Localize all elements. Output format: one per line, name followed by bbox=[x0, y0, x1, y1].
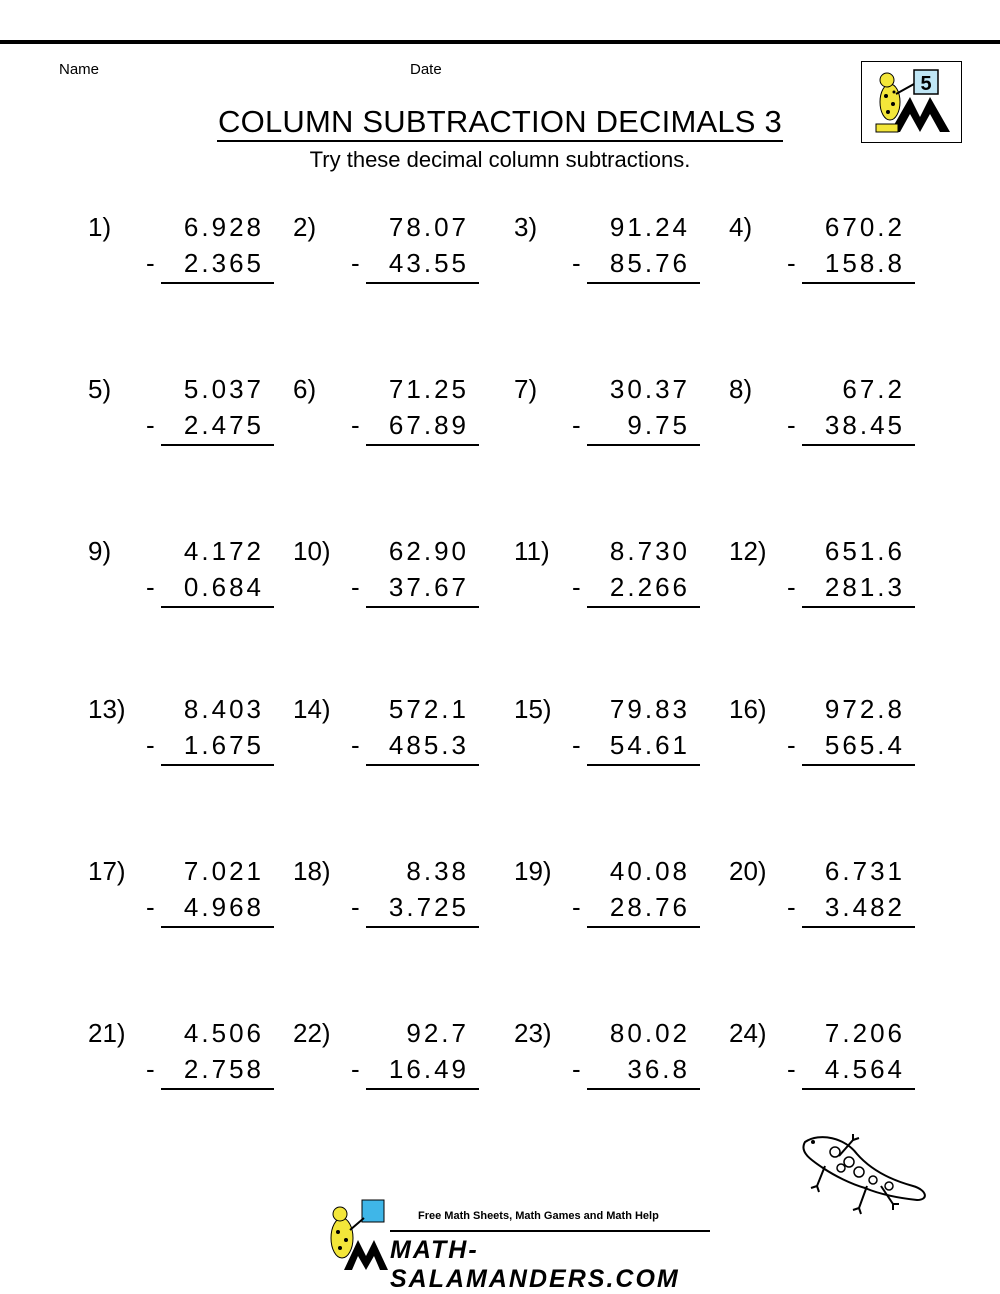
minuend: 8.403 bbox=[183, 694, 264, 724]
subtrahend: 2.758 bbox=[183, 1054, 264, 1084]
minus-sign: - bbox=[351, 248, 360, 278]
worksheet-title: COLUMN SUBTRACTION DECIMALS 3 bbox=[0, 104, 1000, 140]
problem-7 bbox=[514, 374, 734, 454]
subtrahend: 54.61 bbox=[609, 730, 690, 760]
minus-sign: - bbox=[351, 410, 360, 440]
minuend: 651.6 bbox=[824, 536, 905, 566]
problem-5 bbox=[88, 374, 308, 454]
problem-13 bbox=[88, 694, 308, 774]
problem-number: 5) bbox=[88, 374, 112, 404]
subtrahend: 67.89 bbox=[388, 410, 469, 440]
answer-line bbox=[802, 764, 915, 766]
answer-line bbox=[587, 1088, 700, 1090]
minus-sign: - bbox=[572, 410, 581, 440]
problem-23 bbox=[514, 1018, 734, 1098]
problem-6 bbox=[293, 374, 513, 454]
minuend: 6.731 bbox=[824, 856, 905, 886]
problem-9 bbox=[88, 536, 308, 616]
minuend: 4.172 bbox=[183, 536, 264, 566]
answer-line bbox=[161, 926, 274, 928]
footer-brand-block bbox=[320, 1194, 720, 1293]
answer-line bbox=[366, 444, 479, 446]
answer-line bbox=[802, 926, 915, 928]
problem-12 bbox=[729, 536, 949, 616]
worksheet-subtitle: Try these decimal column subtractions. bbox=[309, 147, 691, 172]
answer-line bbox=[366, 1088, 479, 1090]
minus-sign: - bbox=[787, 730, 796, 760]
minus-sign: - bbox=[146, 248, 155, 278]
problem-number: 20) bbox=[729, 856, 767, 886]
answer-line bbox=[802, 444, 915, 446]
problem-number: 17) bbox=[88, 856, 126, 886]
minuend: 80.02 bbox=[609, 1018, 690, 1048]
subtrahend: 2.475 bbox=[183, 410, 264, 440]
minus-sign: - bbox=[146, 892, 155, 922]
answer-line bbox=[161, 606, 274, 608]
answer-line bbox=[161, 444, 274, 446]
answer-line bbox=[366, 926, 479, 928]
problem-number: 4) bbox=[729, 212, 753, 242]
answer-line bbox=[587, 764, 700, 766]
problem-number: 24) bbox=[729, 1018, 767, 1048]
footer-divider bbox=[390, 1230, 710, 1232]
minuend: 8.730 bbox=[609, 536, 690, 566]
minus-sign: - bbox=[351, 572, 360, 602]
minuend: 6.928 bbox=[183, 212, 264, 242]
problem-19 bbox=[514, 856, 734, 936]
minus-sign: - bbox=[787, 248, 796, 278]
subtrahend: 43.55 bbox=[388, 248, 469, 278]
answer-line bbox=[161, 764, 274, 766]
problem-8 bbox=[729, 374, 949, 454]
problem-22 bbox=[293, 1018, 513, 1098]
problem-2 bbox=[293, 212, 513, 292]
subtrahend: 85.76 bbox=[609, 248, 690, 278]
minuend: 79.83 bbox=[609, 694, 690, 724]
problem-number: 2) bbox=[293, 212, 317, 242]
minuend: 670.2 bbox=[824, 212, 905, 242]
problem-1 bbox=[88, 212, 308, 292]
answer-line bbox=[587, 444, 700, 446]
minuend: 30.37 bbox=[609, 374, 690, 404]
problem-16 bbox=[729, 694, 949, 774]
answer-line bbox=[802, 282, 915, 284]
subtrahend: 36.8 bbox=[627, 1054, 690, 1084]
minus-sign: - bbox=[572, 892, 581, 922]
subtrahend: 1.675 bbox=[183, 730, 264, 760]
subtrahend: 16.49 bbox=[388, 1054, 469, 1084]
problem-18 bbox=[293, 856, 513, 936]
answer-line bbox=[366, 764, 479, 766]
problem-3 bbox=[514, 212, 734, 292]
problem-4 bbox=[729, 212, 949, 292]
subtrahend: 38.45 bbox=[824, 410, 905, 440]
minuend: 972.8 bbox=[824, 694, 905, 724]
problem-number: 1) bbox=[88, 212, 112, 242]
footer-salamander-icon bbox=[320, 1194, 390, 1272]
minuend: 7.021 bbox=[183, 856, 264, 886]
problem-17 bbox=[88, 856, 308, 936]
problem-number: 11) bbox=[514, 536, 550, 566]
minuend: 4.506 bbox=[183, 1018, 264, 1048]
minus-sign: - bbox=[146, 730, 155, 760]
problem-number: 16) bbox=[729, 694, 767, 724]
problem-number: 10) bbox=[293, 536, 331, 566]
problem-number: 21) bbox=[88, 1018, 126, 1048]
minus-sign: - bbox=[787, 572, 796, 602]
minuend: 71.25 bbox=[388, 374, 469, 404]
problem-number: 8) bbox=[729, 374, 753, 404]
problem-number: 12) bbox=[729, 536, 767, 566]
problem-number: 3) bbox=[514, 212, 538, 242]
problem-15 bbox=[514, 694, 734, 774]
answer-line bbox=[161, 282, 274, 284]
minus-sign: - bbox=[146, 1054, 155, 1084]
problem-11 bbox=[514, 536, 734, 616]
minuend: 62.90 bbox=[388, 536, 469, 566]
subtrahend: 485.3 bbox=[388, 730, 469, 760]
date-label: Date bbox=[410, 61, 442, 78]
minus-sign: - bbox=[146, 572, 155, 602]
subtrahend: 2.266 bbox=[609, 572, 690, 602]
problem-24 bbox=[729, 1018, 949, 1098]
grade-number: 5 bbox=[920, 73, 932, 95]
subtrahend: 2.365 bbox=[183, 248, 264, 278]
subtrahend: 9.75 bbox=[627, 410, 690, 440]
subtrahend: 4.564 bbox=[824, 1054, 905, 1084]
answer-line bbox=[587, 926, 700, 928]
minus-sign: - bbox=[572, 248, 581, 278]
minuend: 40.08 bbox=[609, 856, 690, 886]
answer-line bbox=[587, 282, 700, 284]
minuend: 78.07 bbox=[388, 212, 469, 242]
subtrahend: 3.482 bbox=[824, 892, 905, 922]
minuend: 5.037 bbox=[183, 374, 264, 404]
problem-10 bbox=[293, 536, 513, 616]
minus-sign: - bbox=[146, 410, 155, 440]
salamander-illustration-icon bbox=[795, 1128, 935, 1224]
minus-sign: - bbox=[787, 892, 796, 922]
answer-line bbox=[802, 1088, 915, 1090]
minus-sign: - bbox=[787, 410, 796, 440]
minus-sign: - bbox=[572, 572, 581, 602]
minuend: 7.206 bbox=[824, 1018, 905, 1048]
subtrahend: 0.684 bbox=[183, 572, 264, 602]
subtrahend: 37.67 bbox=[388, 572, 469, 602]
subtrahend: 28.76 bbox=[609, 892, 690, 922]
problem-number: 22) bbox=[293, 1018, 331, 1048]
answer-line bbox=[366, 606, 479, 608]
name-label: Name bbox=[59, 61, 100, 78]
subtrahend: 4.968 bbox=[183, 892, 264, 922]
problem-number: 15) bbox=[514, 694, 552, 724]
answer-line bbox=[587, 606, 700, 608]
problem-21 bbox=[88, 1018, 308, 1098]
answer-line bbox=[161, 1088, 274, 1090]
subtrahend: 565.4 bbox=[824, 730, 905, 760]
minus-sign: - bbox=[351, 892, 360, 922]
answer-line bbox=[802, 606, 915, 608]
subtrahend: 3.725 bbox=[388, 892, 469, 922]
problem-number: 6) bbox=[293, 374, 317, 404]
minus-sign: - bbox=[787, 1054, 796, 1084]
answer-line bbox=[366, 282, 479, 284]
footer-tagline: Free Math Sheets, Math Games and Math Help bbox=[418, 1210, 659, 1222]
minuend: 8.38 bbox=[406, 856, 469, 886]
minuend: 572.1 bbox=[388, 694, 469, 724]
problem-number: 23) bbox=[514, 1018, 552, 1048]
problem-14 bbox=[293, 694, 513, 774]
problem-number: 7) bbox=[514, 374, 538, 404]
subtrahend: 158.8 bbox=[824, 248, 905, 278]
minus-sign: - bbox=[572, 1054, 581, 1084]
minus-sign: - bbox=[572, 730, 581, 760]
problem-number: 18) bbox=[293, 856, 331, 886]
problem-number: 13) bbox=[88, 694, 126, 724]
minuend: 92.7 bbox=[406, 1018, 469, 1048]
problem-number: 9) bbox=[88, 536, 112, 566]
footer-site-name: MATH-SALAMANDERS.COM bbox=[390, 1236, 680, 1293]
problem-20 bbox=[729, 856, 949, 936]
minus-sign: - bbox=[351, 730, 360, 760]
subtrahend: 281.3 bbox=[824, 572, 905, 602]
problem-number: 14) bbox=[293, 694, 331, 724]
problem-number: 19) bbox=[514, 856, 552, 886]
minuend: 91.24 bbox=[609, 212, 690, 242]
minuend: 67.2 bbox=[842, 374, 905, 404]
minus-sign: - bbox=[351, 1054, 360, 1084]
